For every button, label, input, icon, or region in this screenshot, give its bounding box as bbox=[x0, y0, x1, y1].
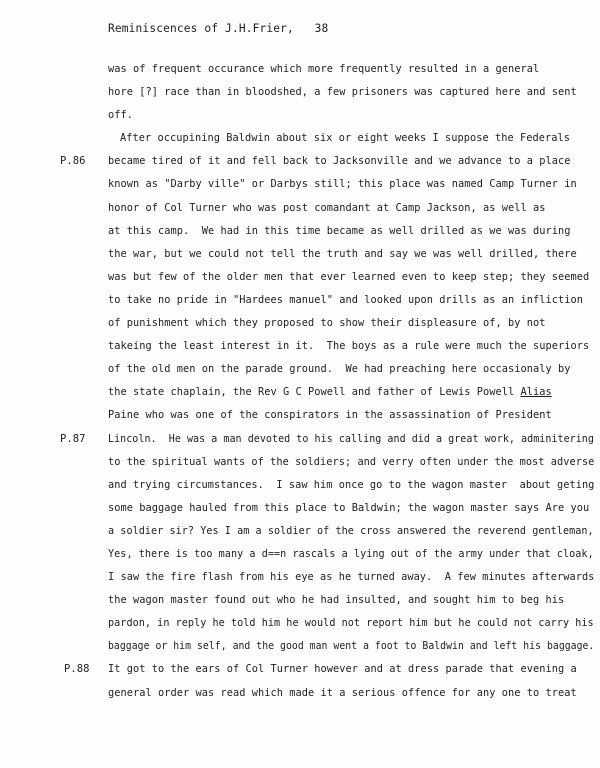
text-line: and trying circumstances. I saw him once go to the wagon master about geting bbox=[108, 478, 595, 491]
text-line: the state chaplain, the Rev G C Powell and father of Lewis Powell Alias bbox=[108, 386, 552, 399]
text-line: the wagon master found out who he had insulted, and sought him to beg his bbox=[108, 594, 565, 607]
text-line: baggage or him self, and the good man went a foot to Baldwin and left his baggage. bbox=[108, 640, 595, 653]
text-line: After occupining Baldwin about six or eight weeks I suppose the Federals bbox=[120, 132, 570, 145]
page-marker: P.86 bbox=[60, 155, 86, 168]
text-line: to take no pride in "Hardees manuel" and looked upon drills as an infliction bbox=[108, 293, 583, 306]
text-line: takeing the least interest in it. The boys as a rule were much the superiors bbox=[108, 340, 590, 353]
text-line: I saw the fire flash from his eye as he turned away. A few minutes afterwards bbox=[108, 571, 595, 584]
text-line: off. bbox=[108, 109, 133, 122]
text-line: of punishment which they proposed to show their displeasure of, by not bbox=[108, 317, 546, 330]
page-marker: P.88 bbox=[64, 663, 90, 676]
text-line: was of frequent occurance which more frequently resulted in a general bbox=[108, 63, 540, 75]
text-line: at this camp. We had in this time became as well drilled as we was during bbox=[108, 224, 571, 237]
document-body bbox=[0, 58, 600, 705]
text-line: P.88 It got to the ears of Col Turner however and at dress parade that evening a bbox=[0, 658, 600, 681]
text-line: to the spiritual wants of the soldiers; and verry often under the most adverse bbox=[108, 455, 595, 468]
text-line: Paine who was one of the conspirators in the assassination of President bbox=[108, 409, 552, 422]
text-line: P.87 Lincoln. He was a man devoted to his calling and did a great work, adminitering bbox=[0, 428, 600, 451]
text-line: P.86 became tired of it and fell back to Jacksonville and we advance to a place bbox=[0, 150, 600, 173]
page-header bbox=[108, 22, 328, 35]
text-line: of the old men on the parade ground. We had preaching here occasionaly by bbox=[108, 363, 571, 376]
text-line: general order was read which made it a serious offence for any one to treat bbox=[108, 686, 577, 699]
text-line: a soldier sir? Yes I am a soldier of the cross answered the reverend gentleman, bbox=[108, 524, 594, 537]
header-title: Reminiscences of J.H.Frier, bbox=[108, 22, 294, 35]
underlined-word: Alias bbox=[520, 386, 552, 399]
text-line: pardon, in reply he told him he would not report him but he could not carry his bbox=[108, 617, 594, 630]
text-line: known as "Darby ville" or Darbys still; this place was named Camp Turner in bbox=[108, 178, 577, 191]
text-line: honor of Col Turner who was post comandant at Camp Jackson, as well as bbox=[108, 201, 546, 214]
page-marker: P.87 bbox=[60, 432, 86, 445]
text-line: hore [?] race than in bloodshed, a few prisoners was captured here and sent bbox=[108, 86, 577, 99]
header-page-number: 38 bbox=[314, 22, 329, 35]
text-line: some baggage hauled from this place to Baldwin; the wagon master says Are you bbox=[108, 501, 590, 514]
text-line: the war, but we could not tell the truth and say we was well drilled, there bbox=[108, 247, 577, 260]
text-line: Yes, there is too many a d==n rascals a lying out of the army under that cloak, bbox=[108, 547, 594, 560]
text-line: was but few of the older men that ever learned even to keep step; they seemed bbox=[108, 270, 590, 283]
